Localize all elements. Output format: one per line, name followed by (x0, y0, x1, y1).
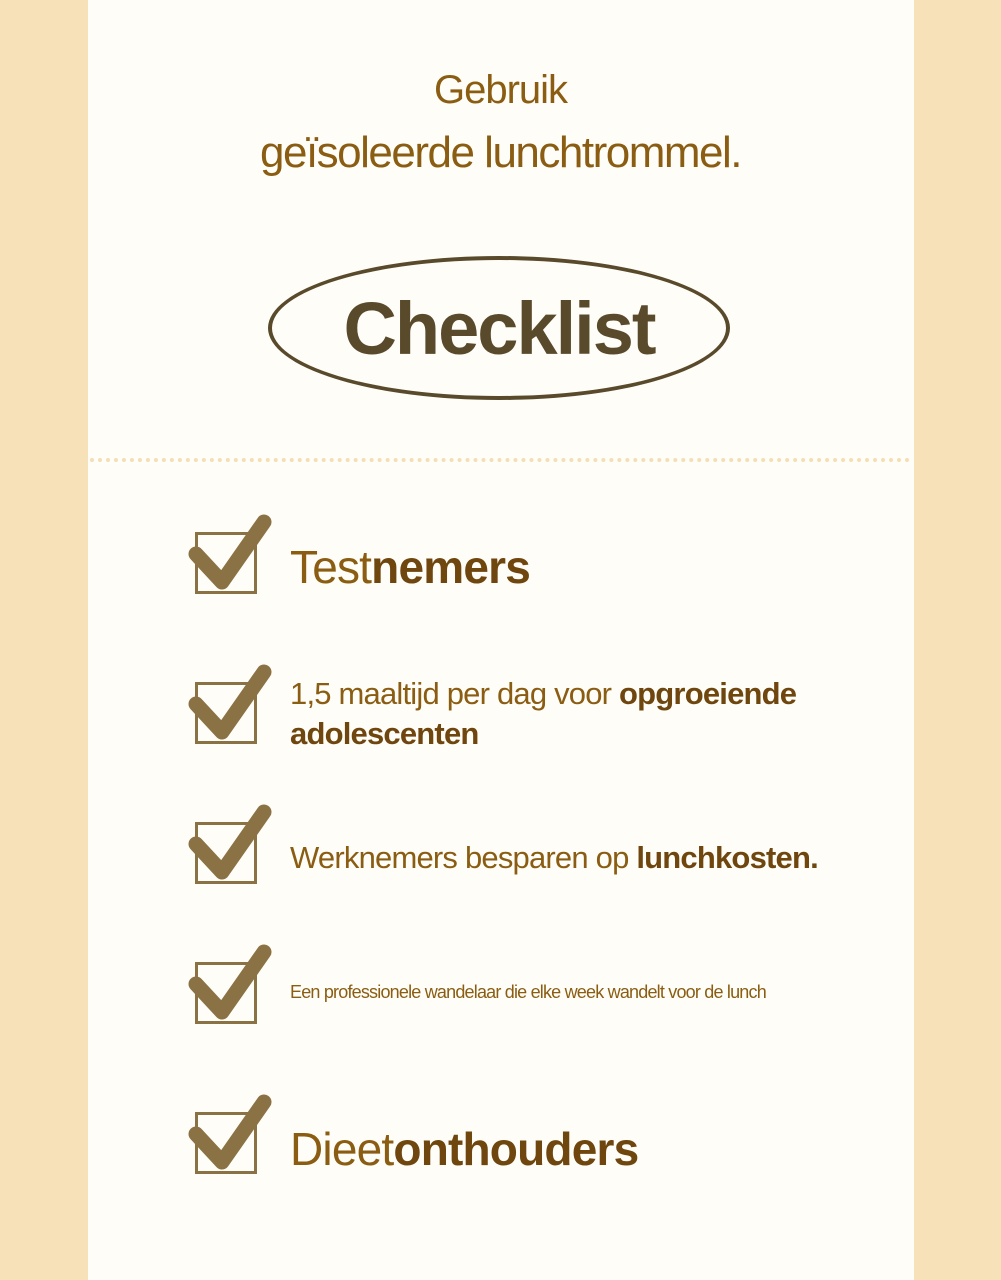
checklist-item-label: Werknemers besparen op lunchkosten. (290, 840, 818, 875)
content-card (88, 0, 914, 1280)
checkbox-checked-icon (188, 802, 274, 888)
checklist-item-label: Dieetonthouders (290, 1123, 639, 1175)
checklist-item-label: 1,5 maaltijd per dag voor opgroeiende adolescenten (290, 676, 797, 751)
dotted-divider (90, 458, 910, 462)
heading-line-2: geïsoleerde lunchtrommel. (260, 128, 741, 177)
checkbox-checked-icon (188, 662, 274, 748)
checklist-title: Checklist (343, 286, 655, 370)
checklist-item-label: Testnemers (290, 541, 531, 593)
checklist-badge (268, 256, 730, 400)
checkbox-checked-icon (188, 1092, 274, 1178)
checkbox-checked-icon (188, 512, 274, 598)
checkbox-checked-icon (188, 942, 274, 1028)
checklist-item-label: Een professionele wandelaar die elke week wandelt voor de lunch (290, 982, 766, 1002)
heading-line-1: Gebruik (433, 68, 568, 112)
